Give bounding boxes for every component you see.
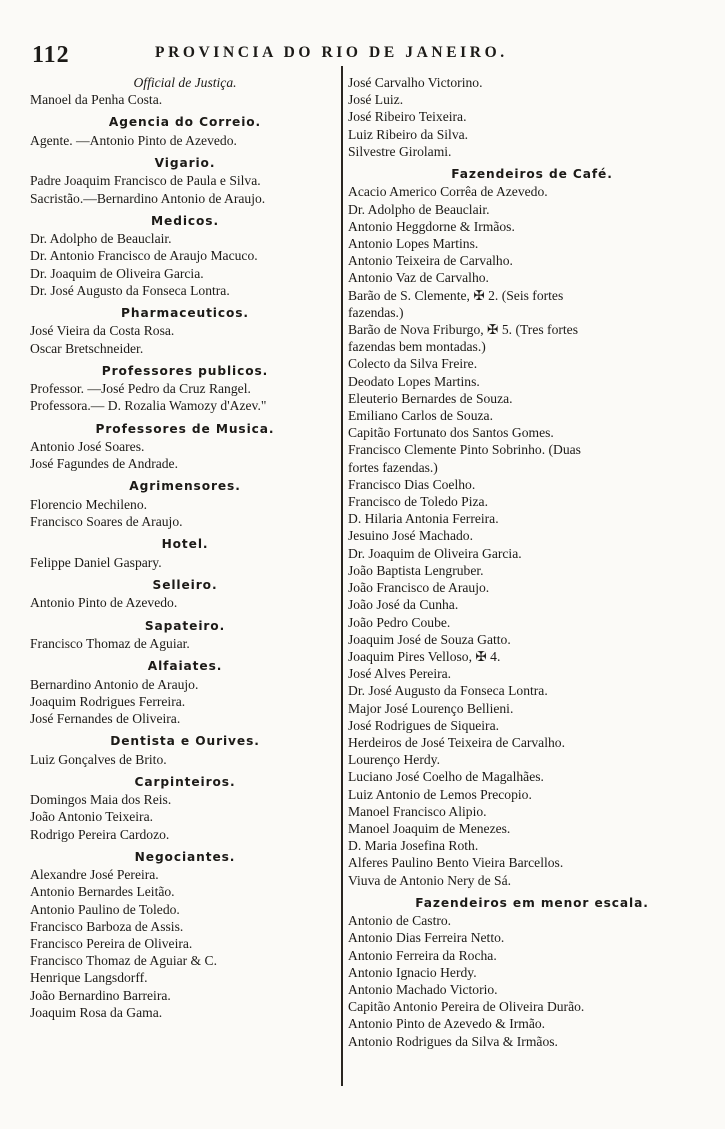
entry-line: Francisco Barboza de Assis.	[30, 918, 184, 934]
entry-continuation: fortes fazendas.)	[348, 459, 438, 475]
entry-line: João Baptista Lengruber.	[348, 562, 484, 578]
entry-line: Felippe Daniel Gaspary.	[30, 554, 162, 570]
section-heading: Agrimensores.	[129, 479, 241, 494]
entry-line: José Fernandes de Oliveira.	[30, 710, 181, 726]
entry-line: Major José Lourenço Bellieni.	[348, 700, 514, 716]
entry-line: Dr. Joaquim de Oliveira Garcia.	[348, 545, 522, 561]
entry-line: Joaquim Rosa da Gama.	[30, 1004, 163, 1020]
entry-line: Jesuino José Machado.	[348, 528, 473, 544]
entry-line: Alexandre José Pereira.	[30, 867, 159, 883]
entry-line: Dr. Adolpho de Beauclair.	[348, 201, 490, 217]
entry-line: Antonio Pinto de Azevedo.	[30, 595, 178, 611]
entry-line: Dr. Adolpho de Beauclair.	[30, 231, 172, 247]
entry-line: Bernardino Antonio de Araujo.	[30, 676, 199, 692]
section-heading: Dentista e Ourives.	[110, 734, 260, 749]
entry-line: José Alves Pereira.	[348, 666, 452, 682]
section-heading: Selleiro.	[152, 577, 218, 592]
entry-line: José Fagundes de Andrade.	[30, 456, 178, 472]
entry-line: Eleuterio Bernardes de Souza.	[348, 390, 513, 406]
entry-line: João Francisco de Araujo.	[348, 580, 490, 596]
entry-line: José Ribeiro Teixeira.	[348, 109, 467, 125]
entry-line: José Carvalho Victorino.	[348, 75, 483, 90]
section-heading: Sapateiro.	[144, 618, 226, 633]
entry-line: Padre Joaquim Francisco de Paula e Silva.	[30, 173, 261, 189]
section-heading: Vigario.	[154, 156, 216, 171]
entry-line: Francisco Thomaz de Aguiar & C.	[30, 953, 217, 969]
entry-line: Manoel da Penha Costa.	[30, 92, 163, 108]
entry-line: D. Maria Josefina Roth.	[348, 838, 479, 854]
entry-line: José Vieira da Costa Rosa.	[30, 323, 175, 339]
entry-line: Barão de Nova Friburgo, ✠ 5. (Tres fortes	[348, 322, 578, 338]
entry-line: Antonio Machado Victorio.	[348, 981, 498, 997]
entry-line: Herdeiros de José Teixeira de Carvalho.	[348, 734, 565, 750]
entry-line: Antonio Ignacio Herdy.	[348, 964, 477, 980]
entry-line: Barão de S. Clemente, ✠ 2. (Seis fortes	[348, 287, 564, 303]
entry-line: Antonio Teixeira de Carvalho.	[348, 253, 513, 269]
entry-line: Antonio Ferreira da Rocha.	[348, 947, 497, 963]
left-column	[30, 74, 340, 1021]
entry-line: Antonio Dias Ferreira Netto.	[348, 930, 505, 946]
entry-line: Oscar Bretschneider.	[30, 340, 144, 356]
section-heading: Negociantes.	[134, 849, 236, 864]
section-subheading: Official de Justiça.	[133, 75, 237, 90]
section-heading: Hotel.	[161, 537, 209, 552]
entry-line: Rodrigo Pereira Cardozo.	[30, 826, 170, 842]
running-title: PROVINCIA DO RIO DE JANEIRO.	[155, 44, 508, 61]
entry-line: Francisco Clemente Pinto Sobrinho. (Duas	[348, 442, 581, 458]
entry-line: Antonio Rodrigues da Silva & Irmãos.	[348, 1033, 558, 1049]
entry-line: Alferes Paulino Bento Vieira Barcellos.	[348, 855, 564, 871]
entry-line: Colecto da Silva Freire.	[348, 356, 478, 372]
entry-line: Francisco Dias Coelho.	[348, 476, 476, 492]
right-column	[346, 74, 718, 1050]
section-heading: Professores de Musica.	[95, 421, 275, 436]
entry-line: Lourenço Herdy.	[348, 752, 440, 768]
entry-line: Joaquim Pires Velloso, ✠ 4.	[348, 648, 501, 664]
entry-line: D. Hilaria Antonia Ferreira.	[348, 511, 499, 527]
entry-line: Luiz Gonçalves de Brito.	[30, 751, 167, 767]
entry-line: Antonio Pinto de Azevedo & Irmão.	[348, 1016, 546, 1032]
entry-line: Dr. José Augusto da Fonseca Lontra.	[348, 683, 548, 699]
entry-line: Capitão Fortunato dos Santos Gomes.	[348, 425, 554, 441]
entry-line: Luciano José Coelho de Magalhães.	[348, 769, 544, 785]
entry-line: Antonio Bernardes Leitão.	[30, 884, 175, 900]
entry-line: Antonio Lopes Martins.	[348, 236, 479, 252]
column-divider	[341, 66, 343, 1086]
entry-line: Sacristão.—Bernardino Antonio de Araujo.	[30, 190, 266, 206]
entry-line: Emiliano Carlos de Souza.	[348, 408, 493, 424]
entry-line: Professor. —José Pedro da Cruz Rangel.	[30, 381, 251, 397]
entry-line: Dr. José Augusto da Fonseca Lontra.	[30, 282, 230, 298]
entry-continuation: fazendas.)	[348, 304, 404, 320]
entry-line: Deodato Lopes Martins.	[348, 373, 480, 389]
entry-line: Antonio Heggdorne & Irmãos.	[348, 218, 515, 234]
entry-line: Dr. Antonio Francisco de Araujo Macuco.	[30, 248, 258, 264]
section-heading: Fazendeiros de Café.	[451, 167, 613, 182]
section-heading: Fazendeiros em menor escala.	[415, 895, 649, 910]
entry-line: Antonio Vaz de Carvalho.	[348, 270, 489, 286]
section-heading: Medicos.	[151, 213, 219, 228]
entry-line: Francisco Soares de Araujo.	[30, 514, 183, 530]
entry-line: Henrique Langsdorff.	[30, 970, 148, 986]
page-number: 112	[32, 42, 70, 68]
entry-line: João Antonio Teixeira.	[30, 809, 154, 825]
entry-line: Francisco Thomaz de Aguiar.	[30, 635, 190, 651]
entry-line: Florencio Mechileno.	[30, 496, 148, 512]
entry-line: Luiz Antonio de Lemos Precopio.	[348, 786, 532, 802]
entry-line: João José da Cunha.	[348, 597, 459, 613]
entry-line: Professora.— D. Rozalia Wamozy d'Azev."	[30, 398, 267, 414]
entry-line: Viuva de Antonio Nery de Sá.	[348, 872, 512, 888]
entry-line: Acacio Americo Corrêa de Azevedo.	[348, 184, 548, 200]
entry-line: Antonio Paulino de Toledo.	[30, 901, 180, 917]
entry-line: Antonio de Castro.	[348, 913, 452, 929]
entry-line: Manoel Francisco Alipio.	[348, 803, 487, 819]
entry-line: Manoel Joaquim de Menezes.	[348, 820, 511, 836]
section-heading: Professores publicos.	[101, 363, 269, 378]
entry-line: Francisco de Toledo Piza.	[348, 494, 488, 510]
entry-line: João Bernardino Barreira.	[30, 987, 171, 1003]
entry-line: Luiz Ribeiro da Silva.	[348, 126, 469, 142]
entry-line: Agente. —Antonio Pinto de Azevedo.	[30, 132, 237, 148]
section-heading: Pharmaceuticos.	[121, 306, 249, 321]
entry-line: José Rodrigues de Siqueira.	[348, 717, 500, 733]
entry-line: João Pedro Coube.	[348, 614, 451, 630]
entry-line: Capitão Antonio Pereira de Oliveira Durão.	[348, 999, 585, 1015]
entry-line: Antonio José Soares.	[30, 439, 145, 455]
entry-line: Silvestre Girolami.	[348, 143, 452, 159]
entry-line: Joaquim Rodrigues Ferreira.	[30, 693, 186, 709]
section-heading: Carpinteiros.	[134, 774, 236, 789]
entry-continuation: fazendas bem montadas.)	[348, 339, 486, 355]
entry-line: Joaquim José de Souza Gatto.	[348, 631, 511, 647]
entry-line: Domingos Maia dos Reis.	[30, 792, 172, 808]
entry-line: Francisco Pereira de Oliveira.	[30, 935, 193, 951]
entry-line: Dr. Joaquim de Oliveira Garcia.	[30, 265, 204, 281]
entry-line: José Luiz.	[348, 92, 404, 108]
section-heading: Agencia do Correio.	[108, 115, 262, 130]
section-heading: Alfaiates.	[147, 659, 223, 674]
